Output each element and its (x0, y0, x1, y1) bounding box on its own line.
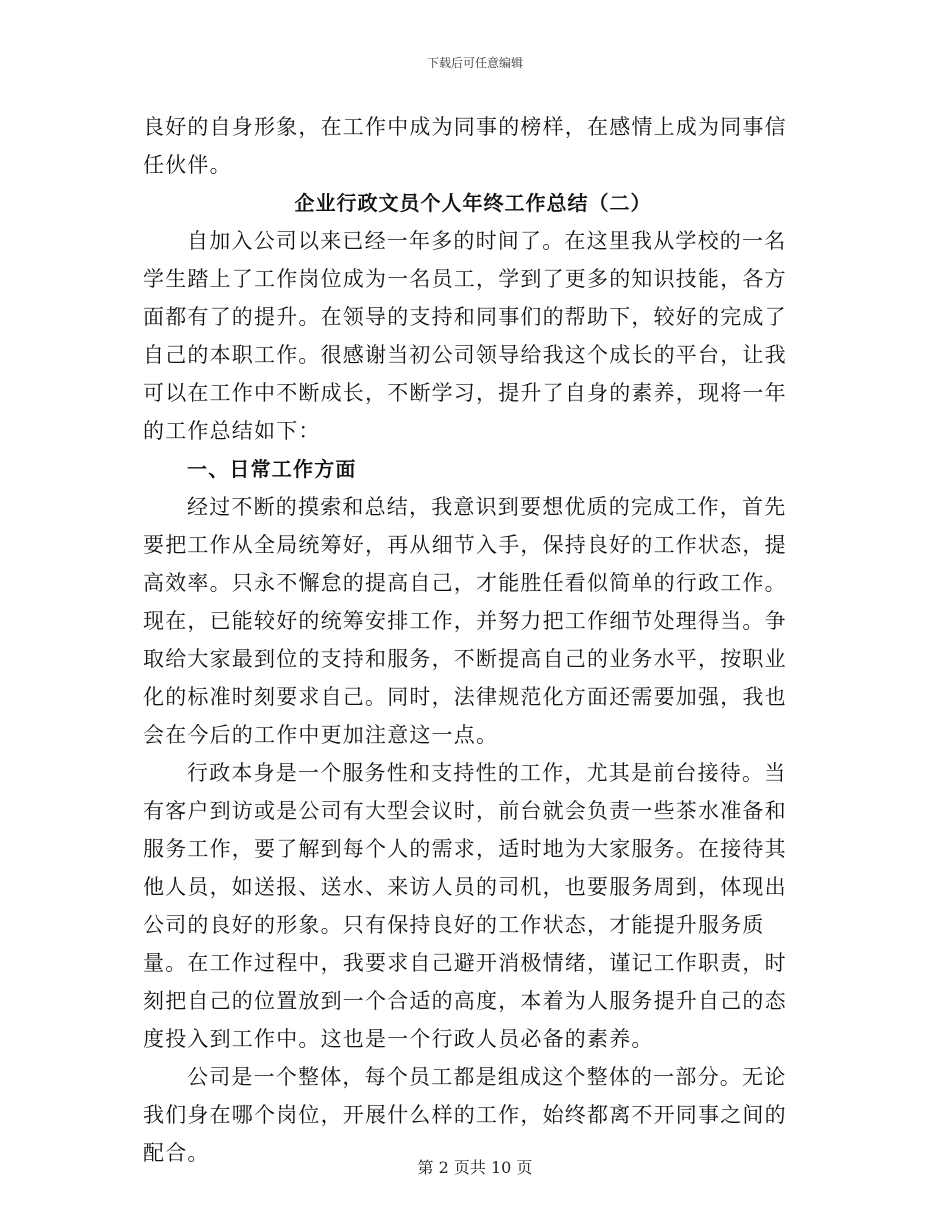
continuation-paragraph: 良好的自身形象，在工作中成为同事的榜样，在感情上成为同事信任伙伴。 (143, 115, 787, 177)
body-paragraph: 行政本身是一个服务性和支持性的工作，尤其是前台接待。当有客户到访或是公司有大型会议时，前台就会负责一些茶水准备和服务工作，要了解到每个人的需求，适时地为大家服务。在接待其他人员，如送报、送水、来访人员的司机，也要服务周到，体现出公司的良好的形象。只有保持良好的工作状态，才能提升服务质量。在工作过程中，我要求自己避开消极情绪，谨记工作职责，时刻把自己的位置放到一个合适的高度，本着为人服务提升自己的态度投入到工作中。这也是一个行政人员必备的素养。 (143, 761, 787, 1051)
body-paragraph: 公司是一个整体，每个员工都是组成这个整体的一部分。无论我们身在哪个岗位，开展什么样的工作，始终都离不开同事之间的配合。 (143, 1065, 787, 1165)
document-title: 企业行政文员个人年终工作总结（二） (294, 191, 652, 215)
intro-paragraph: 自加入公司以来已经一年多的时间了。在这里我从学校的一名学生踏上了工作岗位成为一名员工，学到了更多的知识技能，各方面都有了的提升。在领导的支持和同事们的帮助下，较好的完成了自己的本职工作。很感谢当初公司领导给我这个成长的平台，让我可以在工作中不断成长，不断学习，提升了自身的素养，现将一年的工作总结如下： (143, 229, 787, 443)
document-body (143, 108, 803, 1172)
body-paragraph: 经过不断的摸索和总结，我意识到要想优质的完成工作，首先要把工作从全局统筹好，再从细节入手，保持良好的工作状态，提高效率。只永不懈怠的提高自己，才能胜任看似简单的行政工作。现在，已能较好的统筹安排工作，并努力把工作细节处理得当。争取给大家最到位的支持和服务，不断提高自己的业务水平，按职业化的标准时刻要求自己。同时，法律规范化方面还需要加强，我也会在今后的工作中更加注意这一点。 (143, 495, 787, 747)
page-footer: 第 2 页共 10 页 (417, 1158, 533, 1177)
section-heading: 一、日常工作方面 (187, 457, 357, 481)
page-header: 下载后可任意编辑 (426, 56, 523, 70)
